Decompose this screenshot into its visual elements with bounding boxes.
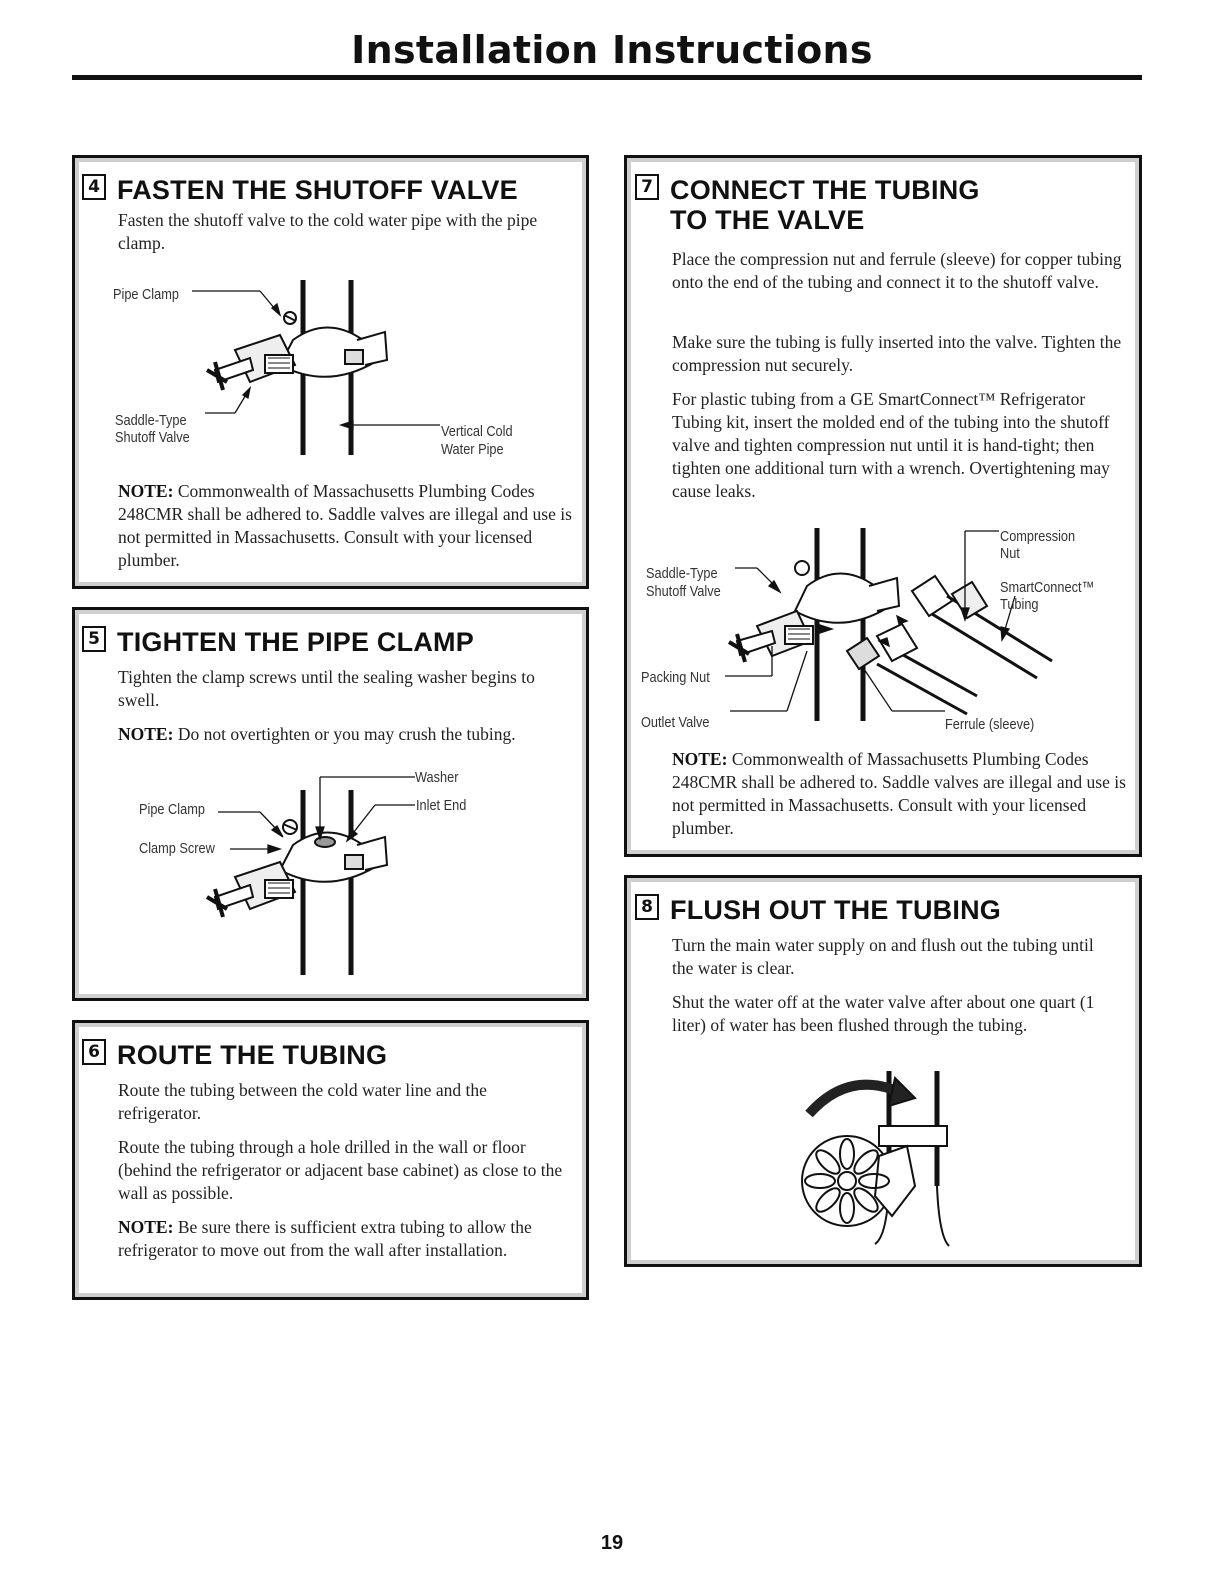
step-4-heading: FASTEN THE SHUTOFF VALVE xyxy=(117,175,518,205)
step-8-panel xyxy=(624,875,1142,1267)
step-7-number: 7 xyxy=(635,174,659,200)
step-4-number: 4 xyxy=(82,174,106,200)
label-pipe-clamp-5: Pipe Clamp xyxy=(139,801,205,818)
step-6-heading: ROUTE THE TUBING xyxy=(117,1040,388,1070)
step-6-note: NOTE: Be sure there is sufficient extra tubing to allow the refrigerator to move out from the wall after installation. xyxy=(118,1217,532,1260)
step-7-heading-line-1: CONNECT THE TUBING xyxy=(670,175,980,205)
step-8-number: 8 xyxy=(635,894,659,920)
step-6-panel xyxy=(72,1020,589,1300)
step-7-text-2: Make sure the tubing is fully inserted into the valve. Tighten the compression nut securely. xyxy=(672,332,1122,375)
label-clamp-screw: Clamp Screw xyxy=(139,840,215,857)
label-washer: Washer xyxy=(415,769,459,786)
page-number: 19 xyxy=(600,1532,624,1554)
label-shutoff-valve: Shutoff Valve xyxy=(115,429,190,446)
step-5-number: 5 xyxy=(82,626,106,652)
step-5-note: NOTE: Do not overtighten or you may crush the tubing. xyxy=(118,724,516,744)
step-4-note: NOTE: Commonwealth of Massachusetts Plumbing Codes 248CMR shall be adhered to. Saddle valves are illegal and use is not permitted in Massachusetts. Consult with your licensed plumber. xyxy=(118,481,572,570)
label-ferrule: Ferrule (sleeve) xyxy=(945,716,1035,733)
label-shutoff-valve-7: Shutoff Valve xyxy=(646,583,721,600)
step-8-text-1: Turn the main water supply on and flush out the tubing until the water is clear. xyxy=(672,935,1094,978)
water-valve-handle-diagram xyxy=(797,1066,997,1266)
label-tubing: Tubing xyxy=(1000,596,1039,613)
label-inlet-end: Inlet End xyxy=(416,797,467,814)
label-saddle-type-7: Saddle-Type xyxy=(646,565,718,582)
label-saddle-type: Saddle-Type xyxy=(115,412,187,429)
step-8-text-2: Shut the water off at the water valve after about one quart (1 liter) of water has been flushed through the tubing. xyxy=(672,992,1095,1035)
step-6-text-1: Route the tubing between the cold water line and the refrigerator. xyxy=(118,1080,487,1123)
pipe-clamp-diagram xyxy=(75,765,575,985)
step-7-text-3: For plastic tubing from a GE SmartConnect™ Refrigerator Tubing kit, insert the molded end of the tubing into the shutoff valve and tighten compression nut until it is hand-tight; then tighten one additional turn with a wrench. Overtightening may cause leaks. xyxy=(672,389,1110,501)
step-5-text: Tighten the clamp screws until the sealing washer begins to swell. xyxy=(118,667,535,710)
step-5-panel xyxy=(72,607,589,1001)
step-8-heading: FLUSH OUT THE TUBING xyxy=(670,895,1001,925)
label-packing-nut: Packing Nut xyxy=(641,669,710,686)
step-7-panel xyxy=(624,155,1142,857)
label-water-pipe: Water Pipe xyxy=(441,441,504,458)
label-pipe-clamp: Pipe Clamp xyxy=(113,286,179,303)
label-outlet-valve: Outlet Valve xyxy=(641,714,710,731)
label-vertical-cold: Vertical Cold xyxy=(441,423,513,440)
label-smartconnect: SmartConnect™ xyxy=(1000,579,1095,596)
page-title: Installation Instructions xyxy=(351,28,873,72)
tubing-connection-diagram xyxy=(627,526,1137,726)
step-4-panel xyxy=(72,155,589,589)
step-7-text-1: Place the compression nut and ferrule (sleeve) for copper tubing onto the end of the tubing and connect it to the shutoff valve. xyxy=(672,249,1122,292)
step-7-note: NOTE: Commonwealth of Massachusetts Plumbing Codes 248CMR shall be adhered to. Saddle valves are illegal and use is not permitted in Massachusetts. Consult with your licensed plumber. xyxy=(672,749,1126,838)
title-divider xyxy=(72,75,1142,80)
step-4-text: Fasten the shutoff valve to the cold water pipe with the pipe clamp. xyxy=(118,210,538,253)
step-5-heading: TIGHTEN THE PIPE CLAMP xyxy=(117,627,474,657)
step-6-text-2: Route the tubing through a hole drilled in the wall or floor (behind the refrigerator or adjacent base cabinet) as close to the wall as possible. xyxy=(118,1137,563,1203)
step-7-heading-line-2: TO THE VALVE xyxy=(670,205,865,235)
label-compression: Compression xyxy=(1000,528,1076,545)
label-nut: Nut xyxy=(1000,545,1020,562)
step-6-number: 6 xyxy=(82,1039,106,1065)
